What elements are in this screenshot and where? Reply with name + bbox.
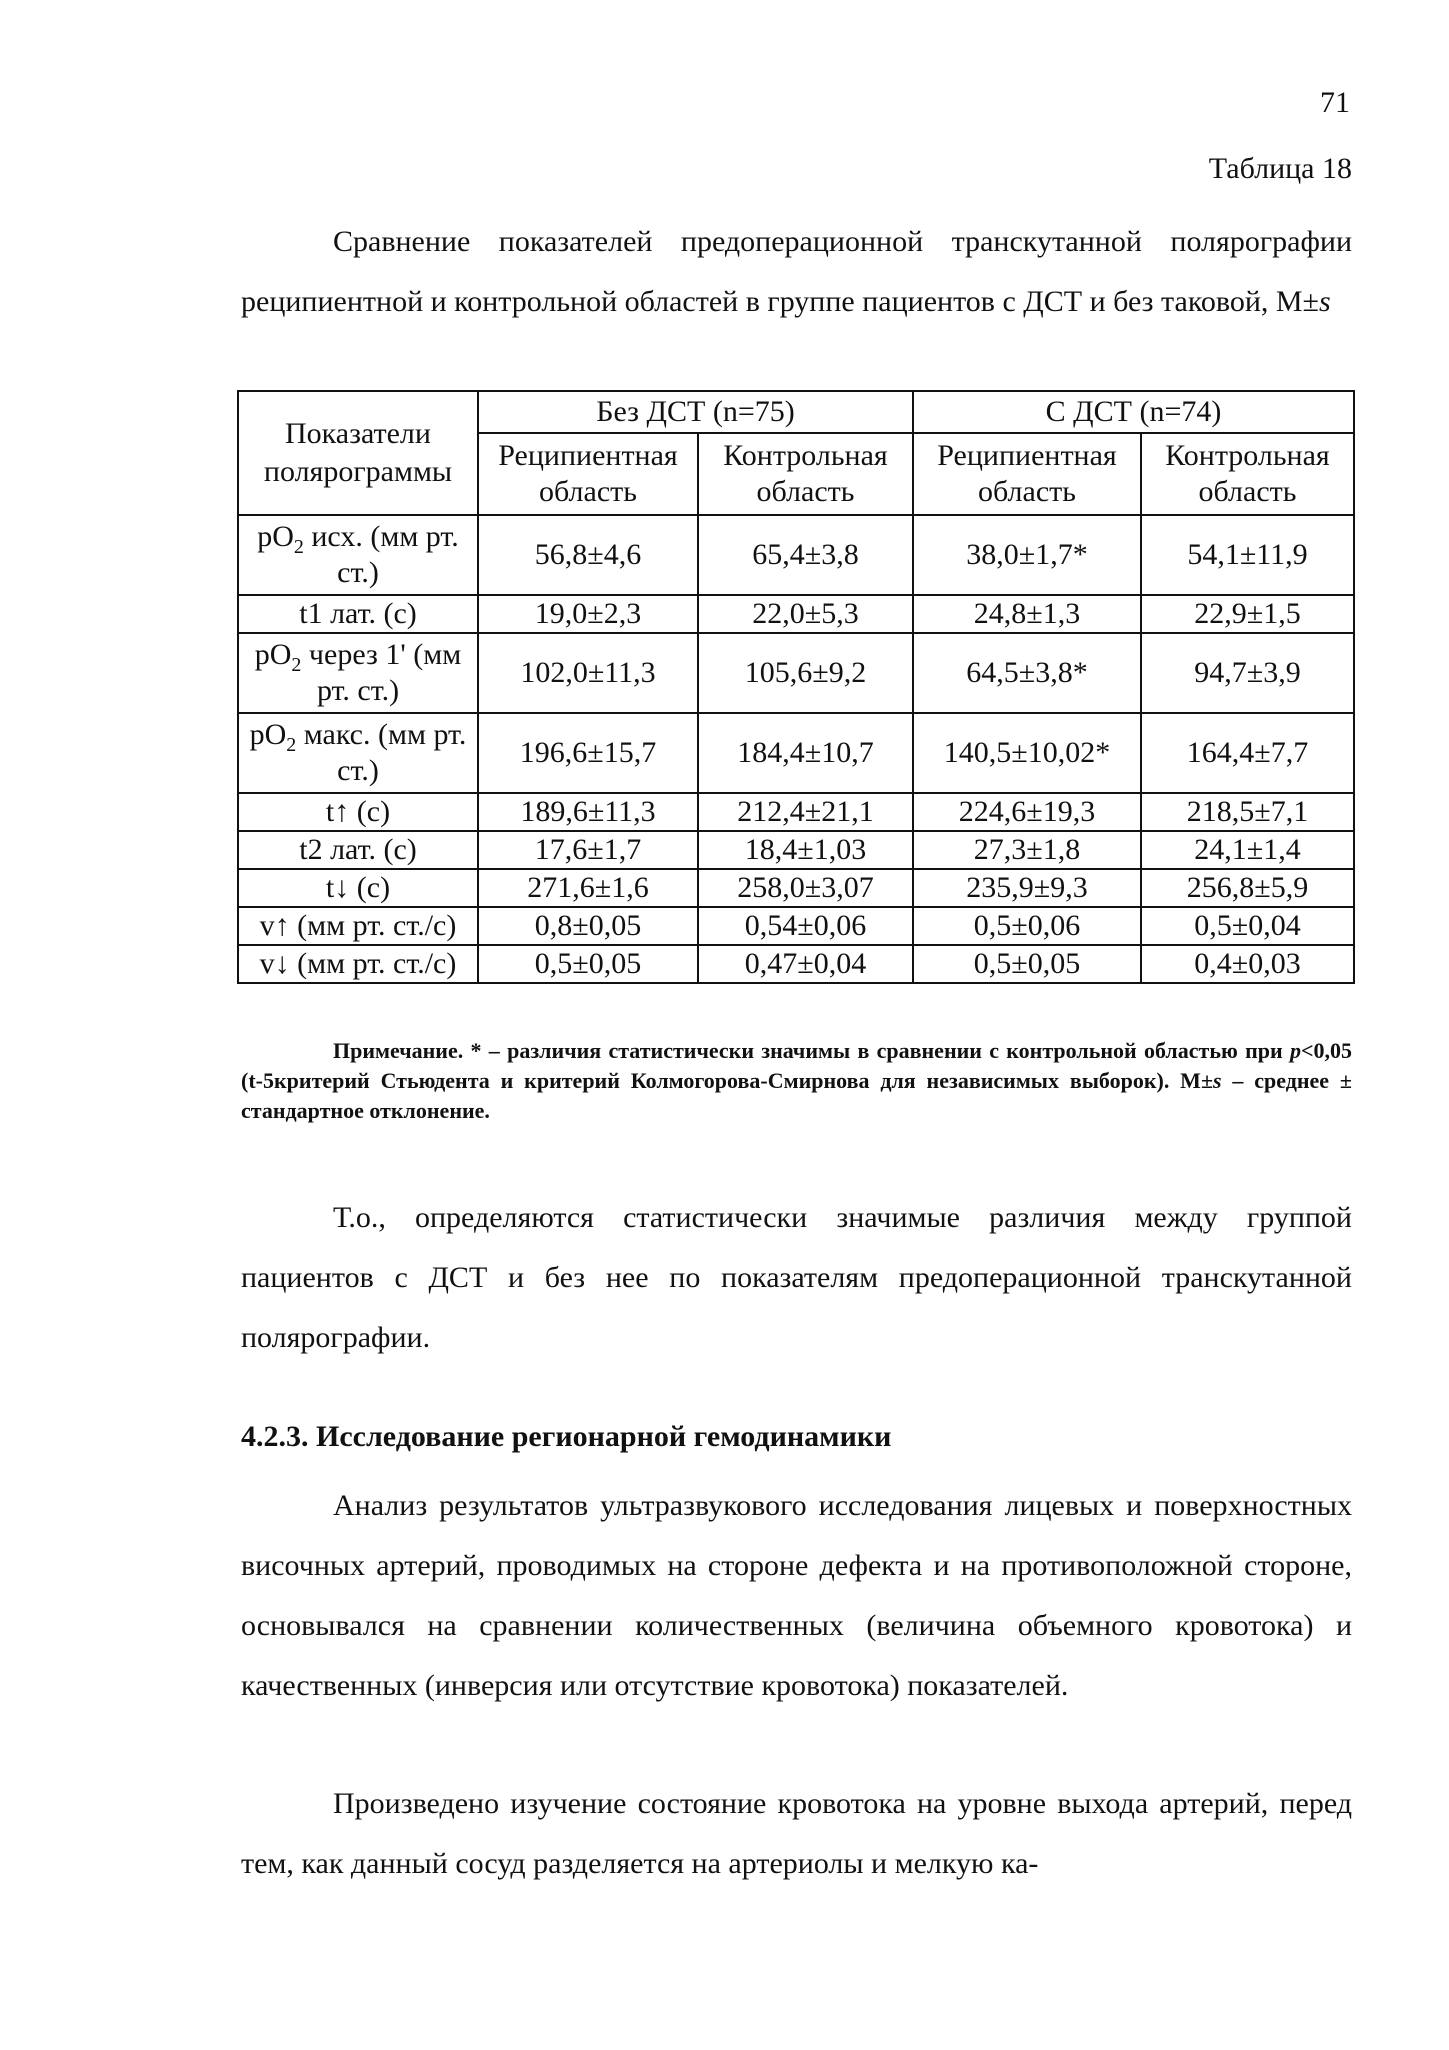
table-cell: 17,6±1,7 xyxy=(478,831,698,869)
table-cell: 102,0±11,3 xyxy=(478,633,698,713)
table-cell: 224,6±19,3 xyxy=(913,793,1141,831)
table-row xyxy=(238,595,1354,633)
table-label: Таблица 18 xyxy=(1208,152,1352,185)
table-cell: 0,47±0,04 xyxy=(698,945,913,983)
table-row xyxy=(238,793,1354,831)
note-s-italic: s xyxy=(1213,1068,1222,1093)
table-row xyxy=(238,945,1354,983)
table-cell: 54,1±11,9 xyxy=(1141,515,1354,595)
data-table xyxy=(237,390,1355,984)
table-row xyxy=(238,515,1354,595)
subheader-control-1: Контрольная область xyxy=(698,433,913,515)
page-number: 71 xyxy=(1320,86,1350,119)
table-row xyxy=(238,633,1354,713)
table-cell: 94,7±3,9 xyxy=(1141,633,1354,713)
note-p-italic: p xyxy=(1289,1038,1301,1063)
table-note xyxy=(241,1036,1352,1126)
table-cell: 196,6±15,7 xyxy=(478,713,698,793)
table-cell: 0,5±0,05 xyxy=(478,945,698,983)
table-cell: 212,4±21,1 xyxy=(698,793,913,831)
note-text-3: – среднее ± стандартное отклонение. xyxy=(241,1068,1352,1123)
table-cell: 140,5±10,02* xyxy=(913,713,1141,793)
table-cell: 184,4±10,7 xyxy=(698,713,913,793)
table-row xyxy=(238,869,1354,907)
row-label: t↓ (с) xyxy=(238,869,478,907)
table-cell: 18,4±1,03 xyxy=(698,831,913,869)
paragraph-analysis: Анализ результатов ультразвукового исследования лицевых и поверхностных височных артерий, проводимых на стороне дефекта и на противоположной стороне, основывался на сравнении количественных (величина объемного кровотока) и качественных (инверсия или отсутствие кровотока) показателей. xyxy=(241,1489,1352,1702)
table-cell: 218,5±7,1 xyxy=(1141,793,1354,831)
table-cell: 0,4±0,03 xyxy=(1141,945,1354,983)
table-cell: 235,9±9,3 xyxy=(913,869,1141,907)
caption-text: Сравнение показателей предоперационной транскутанной полярографии реципиентной и контрольной областей в группе пациентов с ДСТ и без таковой, M± xyxy=(241,225,1352,318)
table-cell: 24,1±1,4 xyxy=(1141,831,1354,869)
row-label: $pO_2$ макс. (мм рт. ст.) xyxy=(238,713,478,793)
row-header-cell: Показатели полярограммы xyxy=(238,391,478,515)
table-row xyxy=(238,831,1354,869)
row-label: $pO_2$ исх. (мм рт. ст.) xyxy=(238,515,478,595)
table-row xyxy=(238,713,1354,793)
row-label: t↑ (с) xyxy=(238,793,478,831)
note-text-2: <0,05 (t-5критерий Стьюдента и критерий Колмогорова-Смирнова для независимых выборок). M± xyxy=(241,1038,1352,1093)
table-cell: 0,5±0,06 xyxy=(913,907,1141,945)
row-label: $pO_2$ через 1' (мм рт. ст.) xyxy=(238,633,478,713)
section-heading: 4.2.3. Исследование регионарной гемодинамики xyxy=(241,1420,892,1453)
table-cell: 64,5±3,8* xyxy=(913,633,1141,713)
table-cell: 22,0±5,3 xyxy=(698,595,913,633)
table-cell: 258,0±3,07 xyxy=(698,869,913,907)
row-label: v↑ (мм рт. ст./с) xyxy=(238,907,478,945)
table-cell: 0,5±0,05 xyxy=(913,945,1141,983)
table-cell: 164,4±7,7 xyxy=(1141,713,1354,793)
group1-header: Без ДСТ (n=75) xyxy=(478,391,913,433)
table-cell: 105,6±9,2 xyxy=(698,633,913,713)
table-header-row-1 xyxy=(238,391,1354,433)
row-label: v↓ (мм рт. ст./с) xyxy=(238,945,478,983)
subheader-control-2: Контрольная область xyxy=(1141,433,1354,515)
table-cell: 189,6±11,3 xyxy=(478,793,698,831)
group2-header: С ДСТ (n=74) xyxy=(913,391,1354,433)
paragraph-study: Произведено изучение состояние кровотока на уровне выхода артерий, перед тем, как данный сосуд разделяется на артериолы и мелкую ка- xyxy=(241,1787,1352,1880)
subheader-recipient-2: Реципиентная область xyxy=(913,433,1141,515)
table-cell: 56,8±4,6 xyxy=(478,515,698,595)
table-cell: 0,8±0,05 xyxy=(478,907,698,945)
table-cell: 24,8±1,3 xyxy=(913,595,1141,633)
table-cell: 0,54±0,06 xyxy=(698,907,913,945)
table-cell: 19,0±2,3 xyxy=(478,595,698,633)
row-label: t1 лат. (с) xyxy=(238,595,478,633)
table-cell: 256,8±5,9 xyxy=(1141,869,1354,907)
table-cell: 0,5±0,04 xyxy=(1141,907,1354,945)
table-caption xyxy=(241,212,1352,332)
table-cell: 22,9±1,5 xyxy=(1141,595,1354,633)
subheader-recipient-1: Реципиентная область xyxy=(478,433,698,515)
table-cell: 38,0±1,7* xyxy=(913,515,1141,595)
paragraph-conclusion: Т.о., определяются статистически значимые различия между группой пациентов с ДСТ и без нее по показателям предоперационной транскутанной полярографии. xyxy=(241,1201,1352,1354)
note-text-1: Примечание. * – различия статистически значимы в сравнении с контрольной областью при xyxy=(333,1038,1290,1063)
caption-italic-s: s xyxy=(1319,285,1331,318)
table-row xyxy=(238,907,1354,945)
table-cell: 271,6±1,6 xyxy=(478,869,698,907)
row-label: t2 лат. (с) xyxy=(238,831,478,869)
table-cell: 65,4±3,8 xyxy=(698,515,913,595)
table-cell: 27,3±1,8 xyxy=(913,831,1141,869)
